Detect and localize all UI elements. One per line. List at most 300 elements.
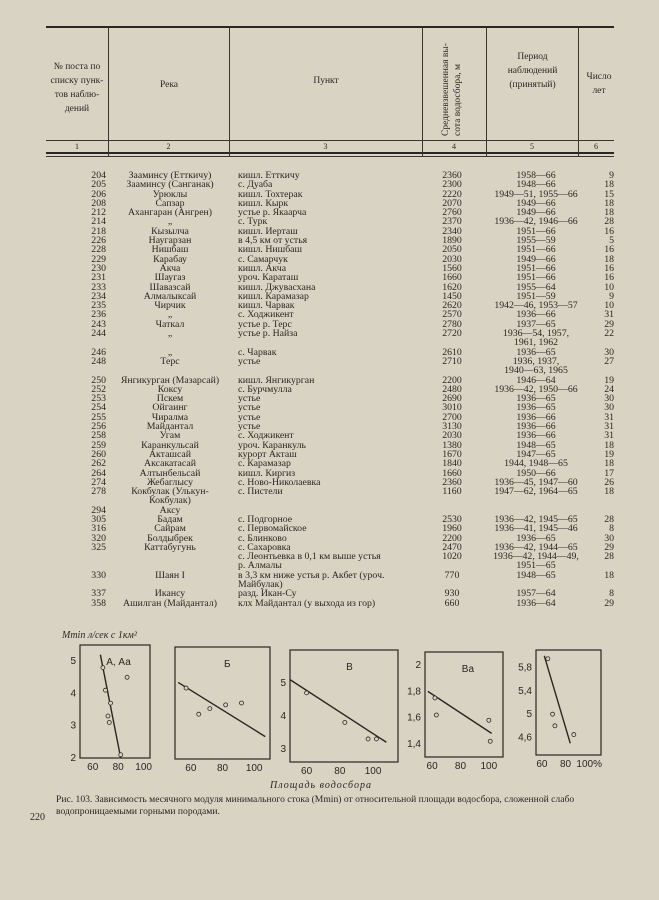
cell-period: 1948—65 [516,569,556,581]
cell-river: Каттабугунь [144,541,196,553]
x-axis-label: Площадь водосбора [270,780,372,791]
cell-period: 1955—64 [516,281,556,293]
cell-period: 1936—42, 1950—66 [494,383,578,395]
cell-river: Икансу [154,588,186,600]
cell-years: 28 [604,513,614,525]
chart-point [101,666,105,670]
cell-point: с. Ходжикент [238,309,294,321]
y-tick-label: 4 [280,710,286,722]
cell-river: „ [167,346,173,358]
cell-years: 28 [604,216,614,228]
cell-years: 31 [604,430,614,442]
cell-point: с. Дуаба [238,179,273,191]
cell-years: 18 [604,569,614,581]
cell-point: устье [238,355,261,367]
cell-river: „ [167,309,173,321]
cell-river: Терс [160,355,180,367]
cell-point: клх Майдантал (у выхода из гор) [238,597,376,609]
cell-height: 2570 [442,309,462,321]
cell-period: 1936—42, 1946—66 [494,216,578,228]
cell-point: кишл. Нишбаш [238,244,303,256]
cell-height: 1020 [442,551,462,563]
cell-period: 1950—66 [516,467,556,479]
chart-point [546,657,550,661]
header-height: Средневзвешенная вы- сота водосбора, м [441,43,463,136]
cell-point: устье [238,402,261,414]
cell-river: Ойгаинг [152,402,188,414]
header-post: № поста по списку пунк- тов наблю- дений [50,62,104,114]
cell-river: Акташсай [148,448,192,460]
header-period: Период наблюдений (принятый) [507,52,558,90]
cell-point: кишл. Янгикурган [238,374,315,386]
cell-years: 30 [604,393,614,405]
cell-height: 2360 [442,170,462,181]
cell-river: Зааминсу (Етткичу) [128,170,212,181]
cell-post: 278 [91,486,106,498]
column-number: 6 [594,142,598,151]
x-tick-label: 80 [334,766,346,777]
cell-river: Кокбулак) [149,495,191,507]
cell-river: Алтынбельсай [139,467,201,479]
cell-years: 29 [604,541,614,553]
chart-point [434,713,438,717]
cell-post: 316 [91,523,106,535]
chart-point [109,701,113,705]
cell-point: с. Чарвак [238,346,277,358]
x-tick-label: 80 [112,762,124,773]
cell-point: с. Карамазар [238,458,291,470]
cell-period: 1948—66 [516,179,556,191]
y-tick-label: 2 [70,753,76,764]
cell-point: кишл. Иерташ [238,225,298,237]
cell-point: уроч. Караташ [238,272,299,284]
cell-period: 1940—63, 1965 [504,365,568,377]
cell-height: 1380 [442,439,462,451]
cell-height: 1840 [442,458,462,470]
chart-point [184,686,188,690]
cell-years: 16 [604,262,614,274]
cell-point: р. Алмалы [238,560,282,572]
y-tick-label: 5,8 [518,662,532,674]
cell-period: 1951—66 [516,272,556,284]
cell-river: Майдантал [146,421,194,433]
cell-years: 16 [604,225,614,237]
page-number: 220 [30,812,45,823]
cell-river: Коксу [157,383,183,395]
chart-point [305,691,309,695]
cell-height: 2610 [442,346,462,358]
y-tick-label: 5 [280,677,286,689]
cell-period: 1949—66 [516,207,556,219]
cell-years: 30 [604,346,614,358]
cell-period: 1936—66 [516,309,556,321]
cell-years: 18 [604,458,614,470]
column-number: 5 [530,142,534,151]
y-tick-label: 1,8 [407,686,421,698]
cell-point: в 4,5 км от устья [238,235,308,247]
cell-post: 325 [91,541,106,553]
cell-period: 1951—66 [516,262,556,274]
cell-height: 2050 [442,244,462,256]
cell-period: 1955—59 [516,235,556,247]
cell-years: 5 [609,235,614,247]
cell-period: 1936—41, 1945—46 [494,523,578,535]
cell-period: 1936—54, 1957, [502,328,570,340]
column-number: 3 [323,142,328,151]
cell-height: 1960 [442,523,462,535]
cell-years: 24 [604,383,614,395]
y-tick-label: 5 [70,656,76,668]
chart-panel-label: Ва [461,664,475,675]
cell-height: 1620 [442,281,462,293]
cell-post: 218 [91,225,106,237]
y-tick-label: 5 [526,709,532,721]
cell-height: 2300 [442,179,462,191]
cell-point: устье [238,421,261,433]
y-tick-label: 4 [70,688,76,700]
cell-point: устье [238,393,261,405]
chart-trend-line [544,656,570,744]
cell-height: 2780 [442,318,462,330]
cell-point: устье р. Найза [238,328,298,340]
cell-post: 256 [91,421,106,433]
cell-height: 2690 [442,393,462,405]
cell-height: 660 [444,597,460,609]
y-tick-label: 1,6 [407,712,421,724]
header-river: Река [159,80,179,90]
cell-post: 246 [91,346,106,358]
cell-height: 930 [444,588,460,600]
y-tick-label: 4,6 [518,732,532,744]
cell-post: 330 [91,569,106,581]
cell-river: Каранкульсай [141,439,199,451]
cell-years: 27 [604,355,614,367]
cell-height: 1660 [442,272,462,284]
cell-years: 29 [604,597,614,609]
chart-point [224,703,228,707]
cell-height: 2480 [442,383,462,395]
cell-point: кишл. Чарвак [238,300,295,312]
cell-period: 1951—66 [516,225,556,237]
cell-period: 1936, 1937, [512,355,560,367]
cell-point: устье р. Терс [238,318,292,330]
cell-river: Аксу [159,504,181,516]
y-tick-label: 5,4 [518,685,532,697]
cell-height: 1670 [442,448,462,460]
cell-years: 16 [604,272,614,284]
y-tick-label: 1,4 [407,738,421,750]
cell-years: 31 [604,411,614,423]
cell-post: 258 [91,430,106,442]
cell-years: 8 [609,523,614,535]
cell-period: 1936—42, 1944—49, [493,551,579,563]
cell-river: Бадам [157,513,183,525]
cell-post: 274 [91,476,106,488]
cell-river: Шавазсай [149,281,191,293]
cell-river: Урюклы [152,188,188,200]
cell-post: 214 [91,216,106,228]
cell-height: 1450 [442,290,462,302]
cell-years: 17 [604,467,614,479]
chart-point [107,720,111,724]
chart-point [125,675,129,679]
cell-height: 2220 [442,188,462,200]
cell-height: 2720 [442,328,462,340]
cell-point: с. Бурчмулла [238,383,292,395]
cell-years: 22 [604,328,614,340]
cell-period: 1942—46, 1953—57 [494,300,578,312]
y-tick-label: 3 [280,743,286,755]
cell-river: Пскем [156,393,184,405]
cell-river: Болдыбрек [147,532,193,544]
cell-height: 3130 [442,421,462,433]
cell-years: 31 [604,309,614,321]
cell-post: 229 [91,253,106,265]
cell-period: 1951—59 [516,290,556,302]
cell-post: 255 [91,411,106,423]
cell-years: 9 [609,170,614,181]
cell-period: 1951—65 [516,560,556,572]
cell-years: 18 [604,179,614,191]
cell-years: 30 [604,532,614,544]
cell-post: 204 [91,170,106,181]
cell-years: 18 [604,486,614,498]
cell-height: 2360 [442,476,462,488]
cell-period: 1951—66 [516,244,556,256]
cell-height: 2200 [442,532,462,544]
cell-point: устье р. Якаарча [238,207,307,219]
x-tick-label: 100 [135,762,152,773]
x-tick-label: 80 [559,759,572,770]
cell-post: 206 [91,188,106,200]
chart-point [103,688,107,692]
cell-period: 1958—66 [516,170,556,181]
cell-post: 230 [91,262,106,274]
cell-period: 1936—42, 1944—65 [494,541,578,553]
cell-post: 208 [91,197,106,209]
cell-period: 1936—66 [516,411,556,423]
cell-point: с. Подгорное [238,513,293,525]
y-tick-label: 2 [415,660,421,672]
cell-years: 19 [604,448,614,460]
cell-period: 1949—66 [516,197,556,209]
cell-years: 31 [604,421,614,433]
chart-trend-line [428,691,492,733]
cell-post: 253 [91,393,106,405]
cell-period: 1936—66 [516,430,556,442]
chart-panel-label: А, Аа [106,657,131,668]
chart-point [553,724,557,728]
cell-years: 10 [604,300,614,312]
cell-river: Шаян I [155,569,185,581]
cell-post: 243 [91,318,106,330]
cell-period: 1947—65 [516,448,556,460]
chart-point [433,696,437,700]
cell-point: кишл. Тохтерак [238,188,303,200]
cell-years: 26 [604,476,614,488]
cell-years: 8 [609,588,614,600]
cell-point: Майбулак) [238,579,283,591]
cell-point: уроч. Каранкуль [238,439,306,451]
cell-years: 18 [604,207,614,219]
x-tick-label: 100 [364,766,382,777]
cell-post: 205 [91,179,106,191]
cell-years: 10 [604,281,614,293]
cell-post: 233 [91,281,106,293]
cell-post: 337 [91,588,106,600]
chart-point [119,753,123,757]
cell-river: Угам [159,430,181,442]
chart-point [366,737,370,741]
cell-river: Акча [159,262,181,274]
cell-point: с. Леонтьевка в 0,1 км выше устья [238,551,381,563]
cell-post: 358 [91,597,106,609]
cell-point: с. Первомайское [238,523,307,535]
cell-post: 244 [91,328,106,340]
cell-period: 1946—64 [516,374,556,386]
cell-period: 1936—65 [516,393,556,405]
cell-period: 1936—42, 1945—65 [494,513,578,525]
cell-post: 212 [91,207,106,219]
cell-years: 18 [604,197,614,209]
cell-river: „ [167,216,173,228]
x-tick-label: 100 [480,761,498,772]
cell-post: 226 [91,235,106,247]
cell-point: с. Блинково [238,532,287,544]
cell-period: 1937—65 [516,318,556,330]
cell-river: Аксакатасай [144,458,196,470]
cell-point: кишл. Джувасхана [238,281,316,293]
cell-post: 264 [91,467,106,479]
chart-frame [175,647,270,759]
chart-frame [290,650,398,762]
chart-trend-line [100,655,120,758]
cell-period: 1936—45, 1947—60 [494,476,578,488]
cell-height: 2620 [442,300,462,312]
cell-river: Кызылча [151,225,189,237]
cell-point: с. Пистели [238,486,283,498]
x-tick-label: 60 [185,763,197,774]
x-tick-label: 60 [301,766,313,777]
cell-river: Сайрам [154,523,186,535]
cell-height: 2030 [442,253,462,265]
chart-point [197,712,201,716]
cell-height: 2340 [442,225,462,237]
chart-point [106,714,110,718]
cell-height: 2470 [442,541,462,553]
cell-point: кишл. Киргиз [238,467,296,479]
x-tick-label: 60 [426,761,438,772]
cell-river: Чаткал [155,318,185,330]
cell-post: 254 [91,402,106,414]
cell-height: 3010 [442,402,462,414]
cell-post: 231 [91,272,106,284]
cell-years: 9 [609,290,614,302]
header-years: Число лет [586,72,612,96]
cell-point: кишл. Акча [238,262,287,274]
cell-point: в 3,3 км ниже устья р. Акбет (уроч. [238,569,385,581]
cell-period: 1936—64 [516,597,556,609]
cell-river: Ахангаран (Ангрен) [127,207,213,219]
x-tick-label: 80 [216,763,229,774]
cell-period: 1957—64 [516,588,556,600]
cell-period: 1936—65 [516,402,556,414]
cell-river: Карабау [153,253,187,265]
cell-years: 15 [604,188,614,200]
column-number: 4 [452,142,456,151]
cell-post: 228 [91,244,106,256]
cell-height: 1160 [442,486,462,498]
cell-river: Янгикурган (Мазарсай) [120,374,220,386]
cell-years: 18 [604,439,614,451]
cell-river: Зааминсу (Санганак) [126,179,214,191]
cell-height: 1890 [442,235,462,247]
cell-years: 28 [604,551,614,563]
cell-height: 2030 [442,430,462,442]
cell-height: 1560 [442,262,462,274]
cell-height: 2370 [442,216,462,228]
cell-river: „ [167,328,173,340]
chart-point [208,707,212,711]
header-point: Пункт [313,76,339,86]
cell-point: курорт Акташ [238,448,297,460]
cell-post: 248 [91,355,106,367]
chart-point [343,720,347,724]
chart-point [488,739,492,743]
cell-river: Кокбулак (Улькун- [131,486,209,498]
y-tick-label: 3 [70,720,76,732]
cell-river: Шаугаз [154,272,186,284]
cell-river: Чирчик [154,300,186,312]
chart-point [487,718,491,722]
figure-caption: Рис. 103. Зависимость месячного модуля минимального стока (Mmin) от относительной площади водосбора, сложенной слабо водопроницаемыми горными породами. [56,794,575,817]
cell-point: с. Ново-Николаевка [238,476,321,488]
y-axis-label: Mmin л/сек с 1км² [62,630,137,641]
cell-point: с. Турк [238,216,268,228]
cell-point: устье [238,411,261,423]
chart-panel-label: В [346,662,353,673]
cell-years: 19 [604,374,614,386]
cell-post: 305 [91,513,106,525]
cell-height: 1660 [442,467,462,479]
x-tick-label: 60 [536,759,548,770]
chart-point [240,701,244,705]
chart-panel-label: Б [223,659,231,670]
cell-period: 1948—65 [516,439,556,451]
column-number: 1 [75,142,79,151]
chart-trend-line [290,680,386,743]
cell-river: Ашилган (Майдантал) [123,597,217,609]
cell-post: 236 [91,309,106,321]
cell-post: 234 [91,290,106,302]
x-tick-label: 100 [245,763,263,774]
cell-period: 1947—62, 1964—65 [494,486,578,498]
cell-river: Жебаглысу [146,476,194,488]
cell-river: Нишбаш [151,244,189,256]
cell-point: кишл. Етткичу [238,170,300,181]
cell-height: 2700 [442,411,462,423]
chart-point [374,737,378,741]
cell-point: разд. Икан-Су [238,588,297,600]
cell-height: 2530 [442,513,462,525]
cell-post: 320 [91,532,106,544]
x-tick-label: 100% [576,759,602,770]
cell-post: 260 [91,448,106,460]
cell-post: 259 [91,439,106,451]
cell-river: Чиралма [151,411,189,423]
cell-period: 1936—66 [516,421,556,433]
cell-point: кишл. Кырк [238,197,289,209]
